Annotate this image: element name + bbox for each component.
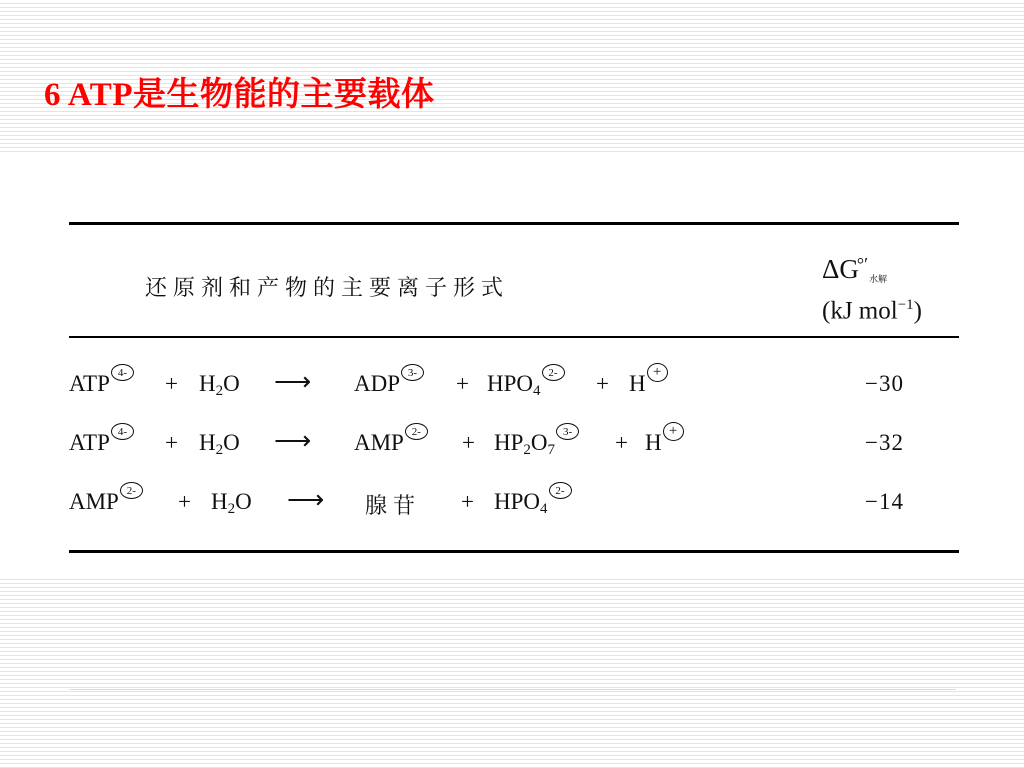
charge-circle: 2- <box>549 482 572 499</box>
reactant-1: AMP 2- <box>69 489 143 515</box>
charge-circle: 4- <box>111 364 134 381</box>
product-2: $HPO_42-$ <box>494 489 572 515</box>
charge-circle: 2- <box>120 482 143 499</box>
plus-sign: + <box>178 489 191 514</box>
delta-g-unit: (kJ mol$^{-1}$) <box>822 297 922 325</box>
plus-sign: + <box>165 430 178 455</box>
delta-g-standard-mark: °′ <box>856 254 869 274</box>
table-row <box>69 483 959 523</box>
column-header-ionic-forms: 还原剂和产物的主要离子形式 <box>145 276 510 301</box>
table-bottom-rule <box>69 550 959 553</box>
table-header-rule <box>69 336 959 338</box>
slide-title: 6 ATP是生物能的主要载体 <box>44 77 435 113</box>
product-1: ADP 3- <box>354 371 424 397</box>
charge-circle: 3- <box>556 423 579 440</box>
product-2: $HPO_42-$ <box>487 371 565 397</box>
charge-circle: 3- <box>401 364 424 381</box>
water: $H_2O$ <box>199 430 240 458</box>
water: $H_2O$ <box>199 371 240 399</box>
product-2: $HP_2O_73-$ <box>494 430 579 456</box>
reactant-1: ATP 4- <box>69 430 134 456</box>
reactant-1: ATP 4- <box>69 371 134 397</box>
plus-sign: + <box>596 371 609 396</box>
plus-sign: + <box>462 430 475 455</box>
reaction-arrow: ⟶ <box>287 485 323 514</box>
column-header-delta-g <box>822 248 922 326</box>
product-1: 腺苷 <box>365 494 422 519</box>
delta-g-value: −32 <box>865 430 904 455</box>
plus-sign: + <box>165 371 178 396</box>
charge-circle: 2- <box>405 423 428 440</box>
product-3: H + <box>645 430 684 456</box>
water: $H_2O$ <box>211 489 252 517</box>
reaction-arrow: ⟶ <box>274 367 310 396</box>
charge-circle: 4- <box>111 423 134 440</box>
delta-g-subscript: 水解 <box>869 275 888 285</box>
table-row <box>69 424 959 464</box>
footer-divider <box>69 689 956 690</box>
reaction-table <box>0 153 1024 578</box>
table-row <box>69 365 959 405</box>
charge-circle: + <box>663 422 684 441</box>
product-3: H + <box>629 371 668 397</box>
delta-g-value: −30 <box>865 371 904 396</box>
table-top-rule <box>69 222 959 225</box>
plus-sign: + <box>615 430 628 455</box>
delta-g-symbol: ΔG <box>822 254 859 284</box>
product-1: AMP 2- <box>354 430 428 456</box>
reaction-arrow: ⟶ <box>274 426 310 455</box>
charge-circle: + <box>647 363 668 382</box>
plus-sign: + <box>461 489 474 514</box>
delta-g-value: −14 <box>865 489 904 514</box>
charge-circle: 2- <box>542 364 565 381</box>
plus-sign: + <box>456 371 469 396</box>
